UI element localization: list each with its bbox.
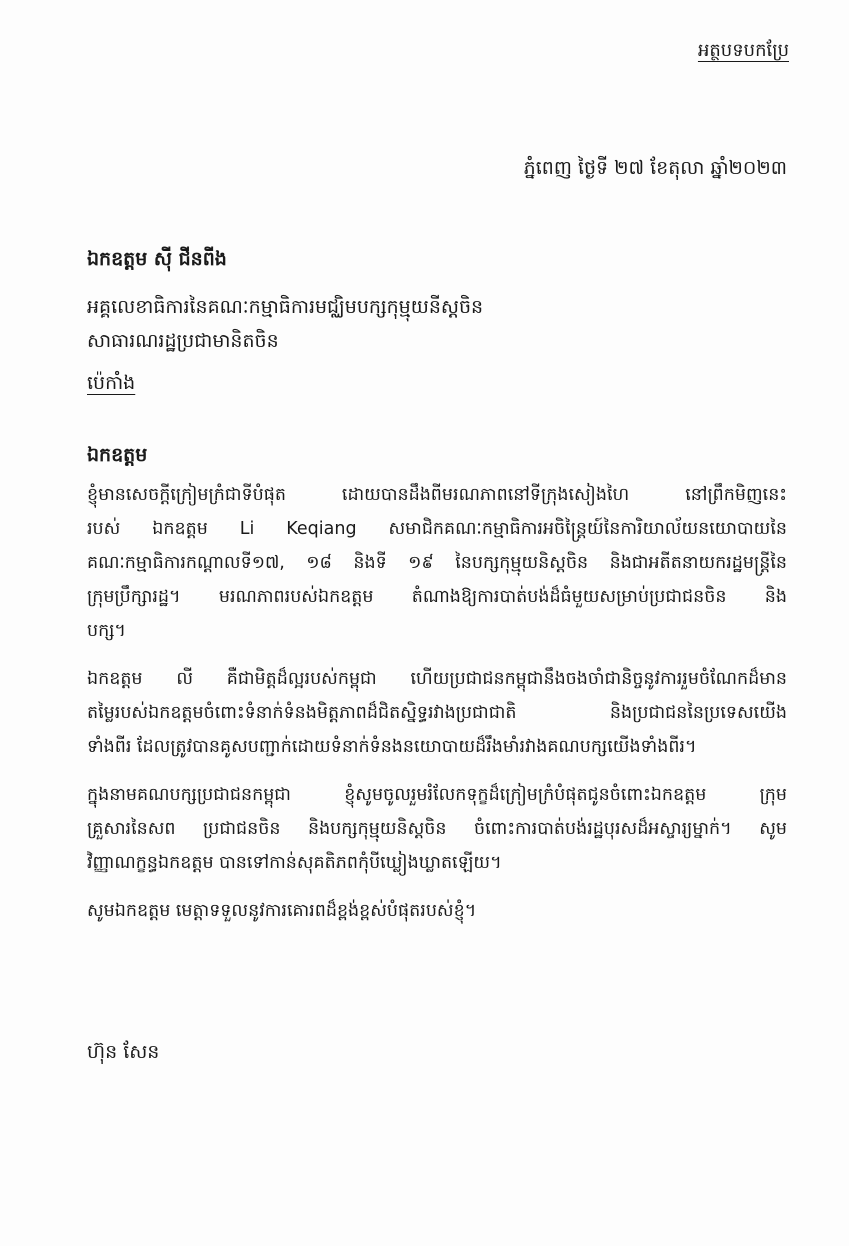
body-line: សូមឯកឧត្តម មេត្តាទទួលនូវការគោរពដ៏ខ្ពង់ខ្ពស់បំផុតរបស់ខ្ញុំ។ <box>87 901 477 921</box>
translation-label: អត្ថបទបកប្រែ <box>697 40 789 61</box>
body-line: ឯកឧត្តម លី គឺជាមិត្តដ៏ល្អរបស់កម្ពុជា ហើយប្រជាជនកម្ពុជានឹងចងចាំជានិច្ចនូវការរួមចំណែកដ៏មាន <box>87 669 787 689</box>
salutation: ឯកឧត្តម <box>87 444 148 466</box>
paragraph-1 <box>87 478 787 648</box>
body-line: ក្រុមប្រឹក្សារដ្ឋ។ មរណភាពរបស់ឯកឧត្តម តំណាងឱ្យការបាត់បង់ដ៏ធំមួយសម្រាប់ប្រជាជនចិន និង <box>87 587 787 607</box>
body-line: ទាំងពីរ ដែលត្រូវបានគូសបញ្ជាក់ដោយទំនាក់ទំនងនយោបាយដ៏រឹងមាំរវាងគណបក្សយើងទាំងពីរ។ <box>87 737 697 757</box>
body-line: គ្រួសារនៃសព ប្រជាជនចិន និងបក្សកុម្មុយនិស្តចិន ចំពោះការបាត់បង់រដ្ឋបុរសដ៏អស្ចារ្យម្នាក់។ សូម <box>87 819 787 839</box>
body-line: តម្លៃរបស់ឯកឧត្តមចំពោះទំនាក់ទំនងមិត្តភាពដ៏ជិតស្និទ្ធរវាងប្រជាជាតិ និងប្រជាជននៃប្រទេសយើង <box>87 703 787 723</box>
body-line: វិញ្ញាណក្ខន្ធឯកឧត្តម បានទៅកាន់សុគតិភពកុំបីឃ្លៀងឃ្លាតឡើយ។ <box>87 853 502 873</box>
paragraph-2 <box>87 662 787 764</box>
paragraph-4 <box>87 894 787 928</box>
paragraph-3 <box>87 778 787 880</box>
date-line: ភ្នំពេញ ថ្ងៃទី ២៧ ខែតុលា ឆ្នាំ២០២៣ <box>523 157 787 179</box>
body-line: បក្ស។ <box>87 621 126 641</box>
recipient-title-2: សាធារណរដ្ឋប្រជាមានិតចិន <box>87 330 279 352</box>
body-line: របស់ ឯកឧត្តម Li Keqiang សមាជិកគណៈកម្មាធិការអចិន្ត្រៃយ៍នៃការិយាល័យនយោបាយនៃ <box>87 519 787 539</box>
signature-name: ហ៊ុន សែន <box>87 1041 160 1063</box>
body-line: ក្នុងនាមគណបក្សប្រជាជនកម្ពុជា ខ្ញុំសូមចូលរួមរំលែកទុក្ខដ៏ក្រៀមក្រំបំផុតជូនចំពោះឯកឧត្តម ក្រុម <box>87 785 787 805</box>
recipient-name: ឯកឧត្តម ស៊ី ជីនពីង <box>87 248 227 270</box>
body-line: គណៈកម្មាធិការកណ្ដាលទី១៧, ១៨ និងទី ១៩ នៃបក្សកុម្មុយនិស្តចិន និងជាអតីតនាយករដ្ឋមន្ត្រីនៃ <box>87 553 787 573</box>
recipient-block <box>87 242 787 400</box>
recipient-city: ប៉េកាំង <box>87 372 136 394</box>
letter-body <box>87 478 787 942</box>
body-line: ខ្ញុំមានសេចក្តីក្រៀមក្រំជាទីបំផុត ដោយបានដឹងពីមរណភាពនៅទីក្រុងសៀងហៃ នៅព្រឹកមិញនេះ <box>87 485 787 505</box>
recipient-title-1: អគ្គលេខាធិការនៃគណៈកម្មាធិការមជ្ឈិមបក្សកុម្មុយនីស្តចិន <box>87 296 484 318</box>
